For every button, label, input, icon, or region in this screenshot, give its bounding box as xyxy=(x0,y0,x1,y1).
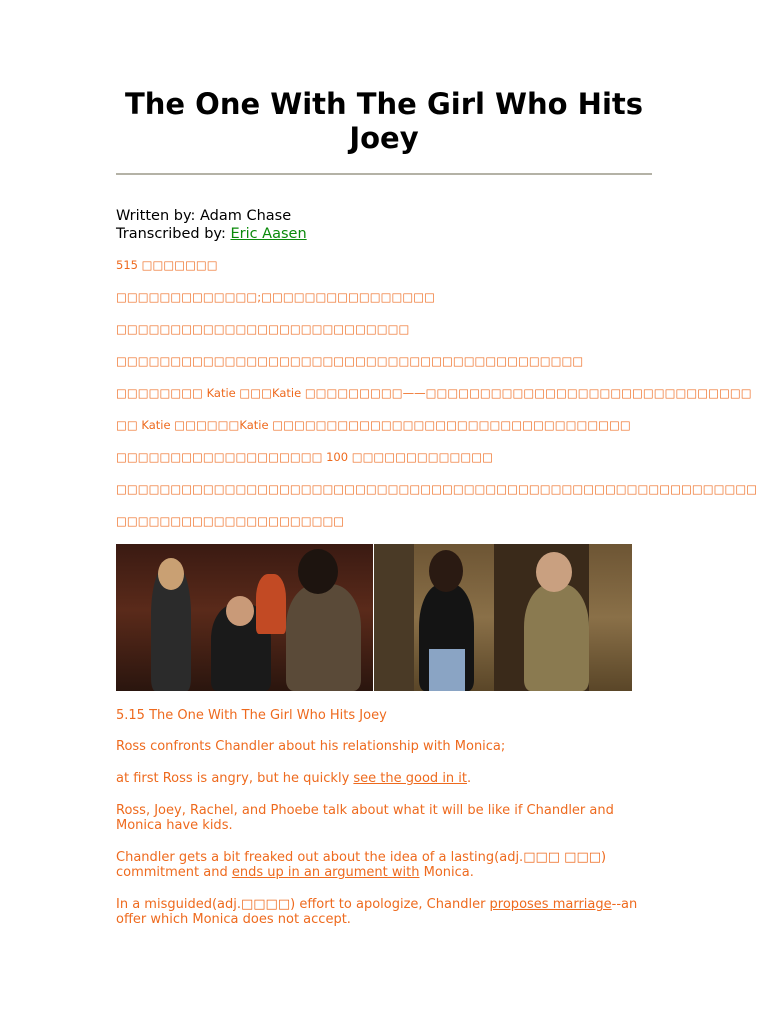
phrase-see-the-good: see the good in it xyxy=(353,771,468,786)
p5-text: Chandler gets a bit freaked out about the idea of a lasting(adj.□□□ □□□) commitment and xyxy=(116,850,607,880)
chinese-line-8: □□□□□□□□□□□□□□□□□□□□□□□□□□□□□□□□□□□□□□□□□□□□□□□□□□□□□□□□□□□ xyxy=(116,482,758,496)
summary-paragraph-3: Ross, Joey, Rachel, and Phoebe talk about what it will be like if Chandler and Monica have kids. xyxy=(116,803,614,833)
summary-paragraph-4 xyxy=(116,850,652,880)
p6-text: In a misguided(adj.□□□□) effort to apologize, Chandler xyxy=(116,897,490,912)
p6-end: --an offer which Monica does not accept. xyxy=(116,897,638,927)
chinese-line-1: 515 □□□□□□□ xyxy=(116,258,218,272)
chinese-line-7: □□□□□□□□□□□□□□□□□□□ 100 □□□□□□□□□□□□□ xyxy=(116,450,493,464)
summary-paragraph-5 xyxy=(116,897,652,927)
chinese-line-6: □□ Katie □□□□□□Katie □□□□□□□□□□□□□□□□□□□□□□□□□□□□□□□□□ xyxy=(116,418,631,432)
chinese-line-2: □□□□□□□□□□□□□;□□□□□□□□□□□□□□□□ xyxy=(116,290,435,304)
transcribed-by xyxy=(116,225,652,243)
episode-heading: 5.15 The One With The Girl Who Hits Joey xyxy=(116,708,387,723)
summary-paragraph-2 xyxy=(116,771,652,786)
summary-paragraph-1: Ross confronts Chandler about his relationship with Monica; xyxy=(116,739,506,754)
phrase-proposes-marriage: proposes marriage xyxy=(489,897,612,912)
phrase-ends-up-in-argument: ends up in an argument with xyxy=(231,865,420,880)
written-by: Written by: Adam Chase xyxy=(116,208,292,224)
p5-end: Monica. xyxy=(419,865,474,880)
p3-end: . xyxy=(467,771,472,786)
still-apartment-door xyxy=(374,544,633,691)
transcriber-link[interactable]: Eric Aasen xyxy=(230,226,307,242)
title-divider xyxy=(116,173,652,175)
transcribed-prefix: Transcribed by: xyxy=(116,226,231,242)
document-title: The One With The Girl Who Hits Joey xyxy=(124,87,644,155)
document-page xyxy=(116,0,758,927)
episode-stills xyxy=(116,544,632,691)
chinese-line-4: □□□□□□□□□□□□□□□□□□□□□□□□□□□□□□□□□□□□□□□□□□□ xyxy=(116,354,584,368)
still-coffeehouse xyxy=(116,544,373,691)
chinese-line-5: □□□□□□□□ Katie □□□Katie □□□□□□□□□——□□□□□□□□□□□□□□□□□□□□□□□□□□□□□□ xyxy=(116,386,752,400)
chinese-line-9: □□□□□□□□□□□□□□□□□□□□□ xyxy=(116,514,345,528)
chinese-line-3: □□□□□□□□□□□□□□□□□□□□□□□□□□□ xyxy=(116,322,410,336)
p3-text: at first Ross is angry, but he quickly xyxy=(116,771,354,786)
credits xyxy=(116,207,652,243)
